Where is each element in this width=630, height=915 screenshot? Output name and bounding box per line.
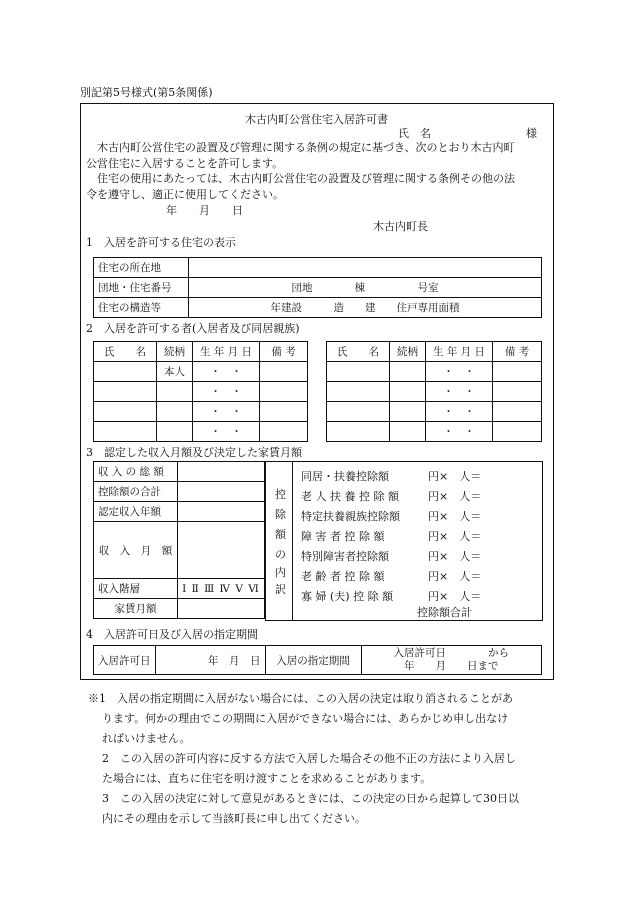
deduction-total-label: 控除額合計 — [417, 606, 472, 619]
section-3-heading: 3 認定した収入月額及び決定した家賃月額 — [86, 446, 302, 459]
table-row — [94, 599, 265, 619]
table-row — [94, 646, 542, 675]
row-label: 控除額の合計 — [94, 482, 178, 502]
income-bracket-options[interactable]: Ⅰ Ⅱ Ⅲ Ⅳ Ⅴ Ⅵ — [178, 579, 265, 599]
deduction-name: 寡 婦 (夫) 控 除 額 — [301, 590, 394, 603]
table-row — [94, 278, 542, 298]
name-cell[interactable] — [327, 362, 390, 382]
column-header: 生 年 月 日 — [193, 342, 260, 362]
table-row — [327, 362, 542, 382]
table-header-row — [94, 342, 308, 362]
deduction-name: 老 齢 者 控 除 額 — [301, 570, 385, 583]
vertical-label-char: 額 — [275, 528, 286, 541]
relation-cell[interactable] — [157, 382, 193, 402]
row-label: 住宅の所在地 — [94, 258, 189, 278]
paragraph-2-line-1: 住宅の使用にあたっては、木古内町公営住宅の設置及び管理に関する条例その他の法 — [86, 172, 515, 185]
deduction-name: 障 害 者 控 除 額 — [301, 530, 385, 543]
vertical-label-char: の — [275, 548, 286, 561]
column-header: 氏 名 — [94, 342, 157, 362]
remarks-cell[interactable] — [493, 422, 542, 442]
table-row — [94, 522, 265, 579]
housing-address-field[interactable] — [189, 258, 542, 278]
vertical-label-char: 内 — [275, 566, 286, 579]
column-header: 生 年 月 日 — [426, 342, 493, 362]
form-number-label: 別記第5号様式(第5条関係) — [80, 86, 213, 99]
table-row — [327, 402, 542, 422]
period-start-line: 入居許可日 から — [393, 647, 509, 659]
deduction-calc[interactable]: 円× 人＝ — [428, 490, 482, 503]
note-1-line-2: ります。何かの理由でこの期間に入居ができない場合には、あらかじめ申し出なけ — [102, 712, 509, 725]
birthdate-cell[interactable]: ・ ・ — [426, 362, 493, 382]
deduction-calc[interactable]: 円× 人＝ — [428, 570, 482, 583]
residents-table-left — [93, 341, 308, 442]
table-row — [327, 422, 542, 442]
remarks-cell[interactable] — [493, 402, 542, 422]
vertical-label-char: 控 — [275, 488, 286, 501]
birthdate-cell[interactable]: ・ ・ — [426, 422, 493, 442]
column-header: 備 考 — [260, 342, 308, 362]
issue-date: 年 月 日 — [166, 204, 243, 217]
name-cell[interactable] — [94, 382, 157, 402]
remarks-cell[interactable] — [493, 362, 542, 382]
monthly-income-field[interactable] — [178, 522, 265, 579]
birthdate-cell[interactable]: ・ ・ — [426, 402, 493, 422]
table-row — [327, 382, 542, 402]
row-label: 住宅の構造等 — [94, 298, 189, 318]
relation-cell[interactable] — [390, 382, 426, 402]
note-2-line-2: た場合には、直ちに住宅を明け渡すことを求めることがあります。 — [102, 772, 432, 785]
note-1-line-1: ※1 入居の指定期間に入居がない場合には、この入居の決定は取り消されることがあ — [88, 692, 513, 705]
vertical-label-char: 除 — [275, 508, 286, 521]
section-1-heading: 1 入居を許可する住宅の表示 — [86, 236, 236, 249]
note-1-line-3: ればいけません。 — [102, 732, 191, 745]
note-3-line-1: 3 この入居の決定に対して意見があるときには、この決定の日から起算して30日以 — [102, 792, 519, 805]
deduction-calc[interactable]: 円× 人＝ — [428, 550, 482, 563]
residents-table-right — [326, 341, 542, 442]
table-row — [94, 362, 308, 382]
period-table — [93, 645, 542, 675]
permit-date-field[interactable]: 年 月 日 — [155, 646, 265, 675]
total-income-field[interactable] — [178, 462, 265, 482]
table-row — [94, 579, 265, 599]
remarks-cell[interactable] — [260, 362, 308, 382]
row-label: 団地・住宅番号 — [94, 278, 189, 298]
honorific: 様 — [526, 127, 537, 140]
vertical-label-column — [265, 461, 293, 621]
table-row — [94, 482, 265, 502]
section-2-heading: 2 入居を許可する者(入居者及び同居親族) — [86, 322, 300, 335]
row-label: 認定収入年額 — [94, 502, 178, 522]
period-label: 入居の指定期間 — [265, 646, 361, 675]
name-cell[interactable] — [94, 402, 157, 422]
deduction-calc[interactable]: 円× 人＝ — [428, 510, 482, 523]
name-cell[interactable] — [327, 402, 390, 422]
paragraph-1-line-1: 木古内町公営住宅の設置及び管理に関する条例の規定に基づき、次のとおり木古内町 — [86, 141, 515, 154]
paragraph-1-line-2: 公営住宅に入居することを許可します。 — [86, 157, 284, 170]
name-cell[interactable] — [327, 382, 390, 402]
paragraph-2-line-2: 令を遵守し、適正に使用してください。 — [86, 188, 284, 201]
table-row — [94, 382, 308, 402]
deduction-name: 特別障害者控除額 — [301, 550, 389, 563]
birthdate-cell[interactable]: ・ ・ — [426, 382, 493, 402]
issuer: 木古内町長 — [373, 220, 428, 233]
column-header: 続柄 — [157, 342, 193, 362]
remarks-cell[interactable] — [260, 422, 308, 442]
table-row — [94, 462, 265, 482]
birthdate-cell[interactable]: ・ ・ — [193, 422, 260, 442]
name-cell[interactable] — [94, 362, 157, 382]
form-title: 木古内町公営住宅入居許可書 — [245, 113, 388, 126]
remarks-cell[interactable] — [260, 402, 308, 422]
housing-structure-field[interactable]: 年建設 造 建 住戸専用面積 — [189, 298, 542, 318]
deduction-calc[interactable]: 円× 人＝ — [428, 590, 482, 603]
relation-cell[interactable] — [390, 402, 426, 422]
housing-number-field[interactable]: 団地 棟 号室 — [189, 278, 542, 298]
vertical-label-char: 訳 — [275, 583, 286, 596]
annual-income-field[interactable] — [178, 502, 265, 522]
deduction-name: 老 人 扶 養 控 除 額 — [301, 490, 399, 503]
total-deduction-field[interactable] — [178, 482, 265, 502]
row-label: 家賃月額 — [94, 599, 178, 619]
table-header-row — [327, 342, 542, 362]
table-row — [94, 422, 308, 442]
birthdate-cell[interactable]: ・ ・ — [193, 362, 260, 382]
deduction-calc[interactable]: 円× 人＝ — [428, 470, 482, 483]
addressee-label: 氏 名 — [398, 127, 431, 140]
permit-date-label: 入居許可日 — [94, 646, 156, 675]
row-label: 収 入 の 総 額 — [94, 462, 178, 482]
table-row — [94, 402, 308, 422]
name-cell[interactable] — [327, 422, 390, 442]
name-cell[interactable] — [94, 422, 157, 442]
deduction-name: 特定扶養親族控除額 — [301, 510, 400, 523]
table-row — [94, 298, 542, 318]
row-label: 収 入 月 額 — [94, 522, 178, 579]
deduction-calc[interactable]: 円× 人＝ — [428, 530, 482, 543]
relation-cell[interactable] — [157, 402, 193, 422]
note-2-line-1: 2 この入居の許可内容に反する方法で入居した場合その他不正の方法により入居し — [102, 752, 516, 765]
column-header: 続柄 — [390, 342, 426, 362]
row-label: 収入階層 — [94, 579, 178, 599]
column-header: 備 考 — [493, 342, 542, 362]
section-4-heading: 4 入居許可日及び入居の指定期間 — [86, 628, 258, 641]
column-header: 氏 名 — [327, 342, 390, 362]
table-row — [94, 502, 265, 522]
relation-cell[interactable] — [157, 422, 193, 442]
deduction-name: 同居・扶養控除額 — [301, 470, 389, 483]
note-3-line-2: 内にその理由を示して当該町長に申し出てください。 — [102, 812, 366, 825]
remarks-cell[interactable] — [493, 382, 542, 402]
monthly-rent-field[interactable] — [178, 599, 265, 619]
birthdate-cell[interactable]: ・ ・ — [193, 402, 260, 422]
relation-cell[interactable] — [390, 362, 426, 382]
birthdate-cell[interactable]: ・ ・ — [193, 382, 260, 402]
relation-cell[interactable] — [390, 422, 426, 442]
period-field[interactable] — [361, 646, 542, 675]
housing-table — [93, 257, 542, 318]
table-row — [94, 258, 542, 278]
income-table — [93, 461, 265, 619]
relation-cell: 本人 — [157, 362, 193, 382]
period-end-line: 年 月 日まで — [404, 660, 499, 672]
remarks-cell[interactable] — [260, 382, 308, 402]
